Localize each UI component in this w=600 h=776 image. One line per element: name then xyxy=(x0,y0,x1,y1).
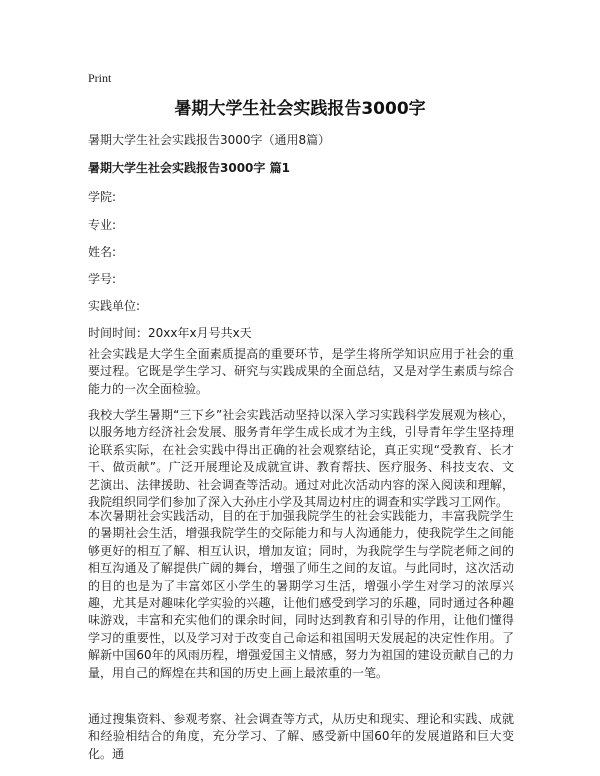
field-practice-unit: 实践单位: xyxy=(88,299,141,313)
field-time: 时间时间：20xx年x月号共x天 xyxy=(88,326,252,340)
paragraph: 通过搜集资料、参观考察、社会调查等方式，从历史和现实、理论和实践、成就和经验相结合的角度，充分学习、了解、感受新中国60年的发展道路和巨大变化。通 xyxy=(88,712,514,761)
field-name: 姓名: xyxy=(88,245,117,259)
document-title: 暑期大学生社会实践报告3000字 xyxy=(174,99,426,119)
field-student-id: 学号: xyxy=(88,272,117,286)
field-major: 专业: xyxy=(88,218,117,232)
document-subtitle: 暑期大学生社会实践报告3000字（通用8篇） xyxy=(88,133,331,147)
field-college: 学院: xyxy=(88,190,117,204)
print-label: Print xyxy=(88,71,112,85)
paragraph: 社会实践是大学生全面素质提高的重要环节，是学生将所学知识应用于社会的重要过程。它既是学生学习、研究与实践成果的全面总结，又是对学生素质与综合能力的一次全面检验。 xyxy=(88,347,514,396)
section-heading: 暑期大学生社会实践报告3000字 篇1 xyxy=(88,161,290,175)
paragraph: 我校大学生暑期“三下乡”社会实践活动坚持以深入学习实践科学发展观为核心，以服务地方经济社会发展、服务青年学生成长成才为主线，引导青年学生坚持理论联系实际，在社会实践中得出正确的社会观察结论，真正实现“受教育、长才干、做贡献”。广泛开展理论及成就宣讲、教育帮扶、医疗服务、科技支农、文艺演出、法律援助、社会调查等活动。通过对此次活动内容的深入阅读和理解，我院组织同学们参加了深入大孙庄小学及其周边村庄的调查和实学践习工网作。 xyxy=(88,408,514,510)
paragraph: 本次暑期社会实践活动，目的在于加强我院学生的社会实践能力，丰富我院学生的暑期社会生活，增强我院学生的交际能力和与人沟通能力，使我院学生之间能够更好的相互了解、相互认识，增加友谊；同时，为我院学生与学院老师之间的相互沟通及了解提供广阔的舞台，增强了师生之间的友谊。与此同时，这次活动的目的也是为了丰富郊区小学生的暑期学习生活，增强小学生对学习的浓厚兴趣，尤其是对趣味化学实验的兴趣，让他们感受到学习的乐趣，同时通过各种趣味游戏，丰富和充实他们的课余时间，同时达到教育和引导的作用，让他们懂得学习的重要性，以及学习对于改变自己命运和祖国明天发展起的决定性作用。了解新中国60年的风雨历程，增强爱国主义情感，努力为祖国的建设贡献自己的力量，用自己的辉煌在共和国的历史上画上最浓重的一笔。 xyxy=(88,509,514,680)
